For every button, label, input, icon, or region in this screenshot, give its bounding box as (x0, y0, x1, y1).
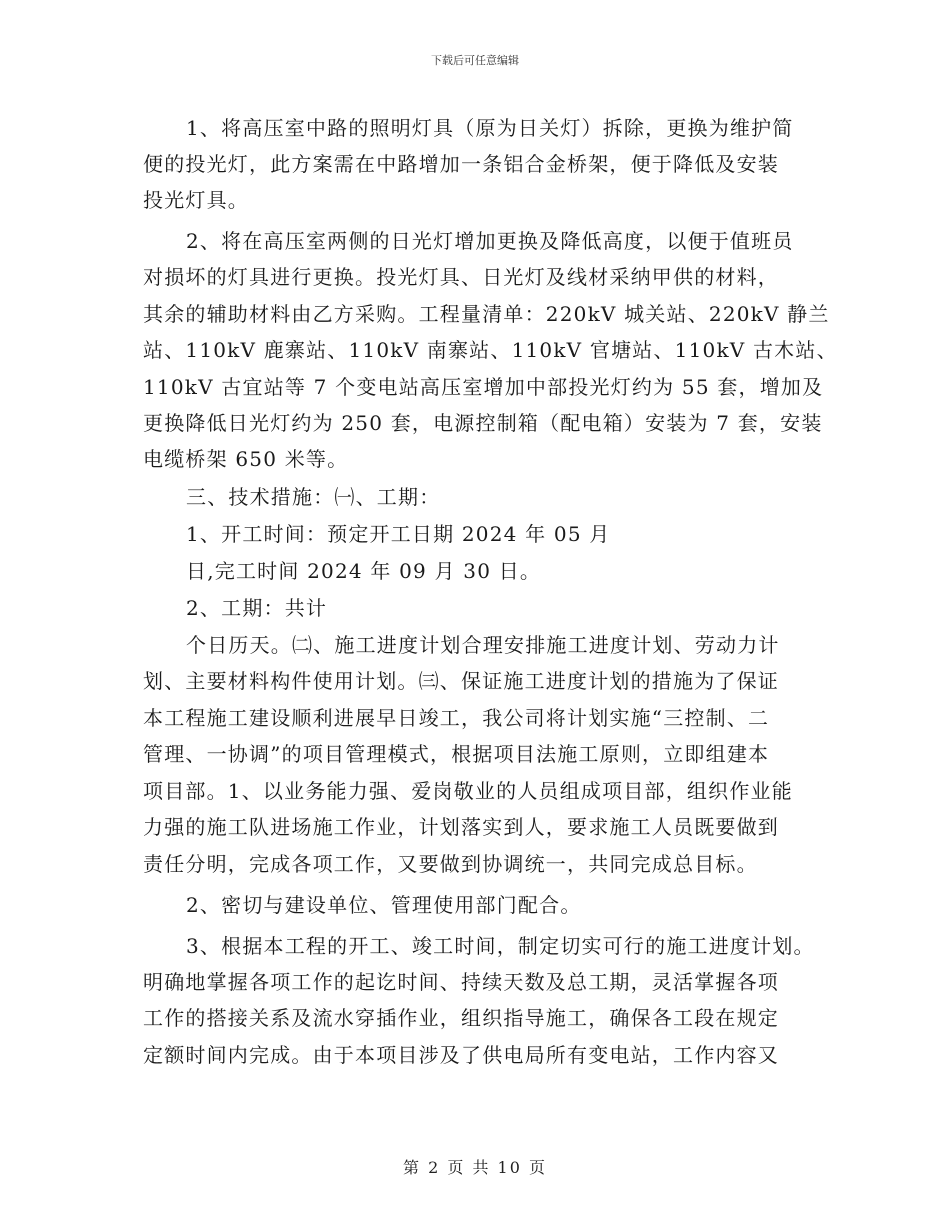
text-line: 110kV 古宜站等 7 个变电站高压室增加中部投光灯约为 55 套，增加及 (143, 375, 824, 399)
text-line: 管理、一协调”的项目管理模式，根据项目法施工原则，立即组建本 (143, 742, 770, 766)
text-line: 对损坏的灯具进行更换。投光灯具、日光灯及线材采纳甲供的材料， (143, 265, 779, 289)
text-line: 2、将在高压室两侧的日光灯增加更换及降低高度，以便于值班员 (186, 229, 794, 253)
text-line: 便的投光灯，此方案需在中路增加一条铝合金桥架，便于降低及安装 (143, 152, 779, 176)
text-line: 1、开工时间：预定开工日期 2024 年 05 月 (186, 522, 611, 546)
text-line: 更换降低日光灯约为 250 套，电源控制箱（配电箱）安装为 7 套，安装 (143, 411, 823, 435)
text-line: 定额时间内完成。由于本项目涉及了供电局所有变电站，工作内容又 (143, 1043, 779, 1067)
text-line: 责任分明，完成各项工作，又要做到协调统一，共同完成总目标。 (143, 852, 758, 876)
text-line: 明确地掌握各项工作的起讫时间、持续天数及总工期，灵活掌握各项 (143, 970, 779, 994)
text-line: 工作的搭接关系及流水穿插作业，组织指导施工，确保各工段在规定 (143, 1006, 779, 1030)
text-line: 3、根据本工程的开工、竣工时间，制定切实可行的施工进度计划。 (186, 934, 815, 958)
page-footer: 第 2 页 共 10 页 (403, 1158, 547, 1177)
text-line: 其余的辅助材料由乙方采购。工程量清单：220kV 城关站、220kV 静兰 (143, 302, 830, 326)
text-line: 本工程施工建设顺利进展早日竣工，我公司将计划实施“三控制、二 (143, 706, 770, 730)
text-line: 投光灯具。 (143, 188, 249, 212)
text-line: 日,完工时间 2024 年 09 月 30 日。 (186, 559, 542, 583)
text-line: 力强的施工队进场施工作业，计划落实到人，要求施工人员既要做到 (143, 815, 779, 839)
text-line: 1、将高压室中路的照明灯具（原为日关灯）拆除，更换为维护简 (186, 116, 794, 140)
text-line: 划、主要材料构件使用计划。㈢、保证施工进度计划的措施为了保证 (143, 669, 779, 693)
text-line: 站、110kV 鹿寨站、110kV 南寨站、110kV 官塘站、110kV 古木站、 (143, 338, 838, 362)
text-line: 三、技术措施：㈠、工期： (186, 485, 441, 509)
text-line: 个日历天。㈡、施工进度计划合理安排施工进度计划、劳动力计 (186, 633, 780, 657)
text-line: 项目部。1、以业务能力强、爱岗敬业的人员组成项目部，组织作业能 (143, 779, 793, 803)
text-line: 2、工期：共计 (186, 596, 328, 620)
text-line: 电缆桥架 650 米等。 (143, 447, 349, 471)
text-line: 2、密切与建设单位、管理使用部门配合。 (186, 893, 582, 917)
page-header: 下载后可任意编辑 (431, 54, 519, 67)
